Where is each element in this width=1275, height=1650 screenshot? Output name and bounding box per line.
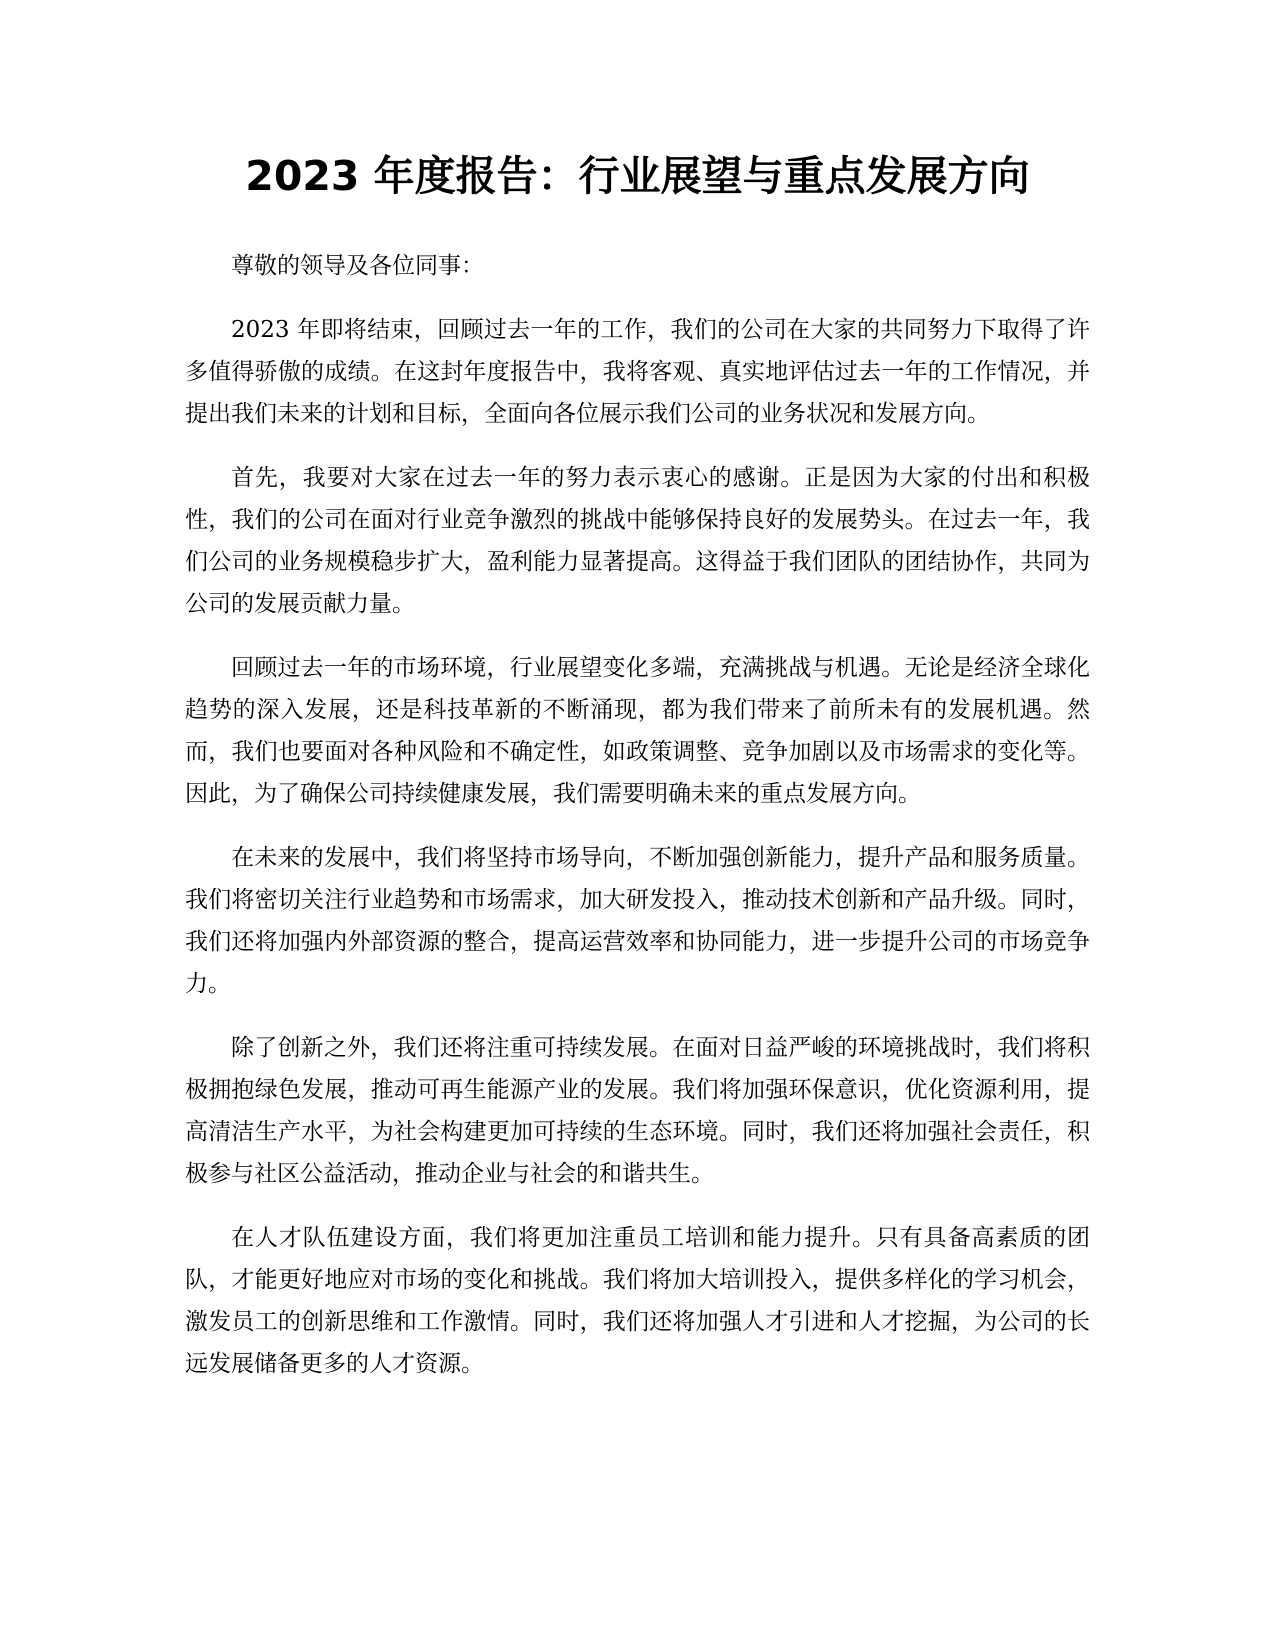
document-title: 2023 年度报告：行业展望与重点发展方向 <box>245 152 1030 200</box>
paragraph-market-review: 回顾过去一年的市场环境，行业展望变化多端，充满挑战与机遇。无论是经济全球化趋势的深入发展，还是科技革新的不断涌现，都为我们带来了前所未有的发展机遇。然而，我们也要面对各种风险和不确定性，如政策调整、竞争加剧以及市场需求的变化等。因此，为了确保公司持续健康发展，我们需要明确未来的重点发展方向。 <box>185 655 1090 807</box>
paragraph-intro: 2023 年即将结束，回顾过去一年的工作，我们的公司在大家的共同努力下取得了许多值得骄傲的成绩。在这封年度报告中，我将客观、真实地评估过去一年的工作情况，并提出我们未来的计划和目标，全面向各位展示我们公司的业务状况和发展方向。 <box>185 317 1090 427</box>
paragraph-innovation: 在未来的发展中，我们将坚持市场导向，不断加强创新能力，提升产品和服务质量。我们将密切关注行业趋势和市场需求，加大研发投入，推动技术创新和产品升级。同时，我们还将加强内外部资源的整合，提高运营效率和协同能力，进一步提升公司的市场竞争力。 <box>185 845 1090 997</box>
document-body <box>185 245 1090 1407</box>
paragraph-talent: 在人才队伍建设方面，我们将更加注重员工培训和能力提升。只有具备高素质的团队，才能更好地应对市场的变化和挑战。我们将加大培训投入，提供多样化的学习机会，激发员工的创新思维和工作激情。同时，我们还将加强人才引进和人才挖掘，为公司的长远发展储备更多的人才资源。 <box>185 1225 1090 1377</box>
salutation: 尊敬的领导及各位同事： <box>231 253 484 279</box>
paragraph-thanks: 首先，我要对大家在过去一年的努力表示衷心的感谢。正是因为大家的付出和积极性，我们的公司在面对行业竞争激烈的挑战中能够保持良好的发展势头。在过去一年，我们公司的业务规模稳步扩大，盈利能力显著提高。这得益于我们团队的团结协作，共同为公司的发展贡献力量。 <box>185 465 1090 617</box>
paragraph-sustainability: 除了创新之外，我们还将注重可持续发展。在面对日益严峻的环境挑战时，我们将积极拥抱绿色发展，推动可再生能源产业的发展。我们将加强环保意识，优化资源利用，提高清洁生产水平，为社会构建更加可持续的生态环境。同时，我们还将加强社会责任，积极参与社区公益活动，推动企业与社会的和谐共生。 <box>185 1035 1090 1187</box>
